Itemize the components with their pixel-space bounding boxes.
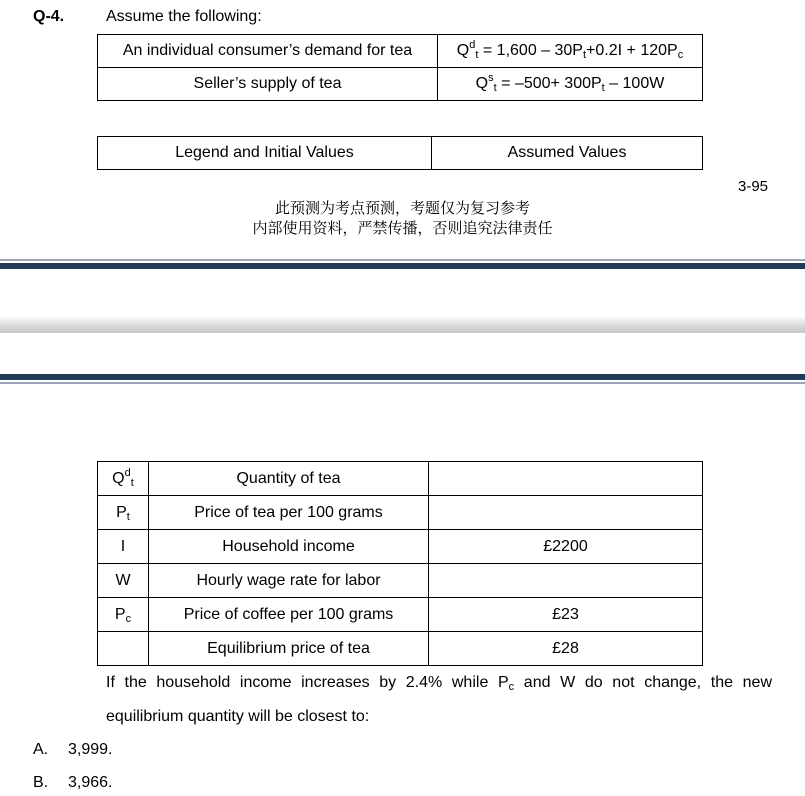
equations-table: [97, 34, 703, 101]
watermark: 此预测为考点预测，考题仅为复习参考 内部使用资料，严禁传播，否则追究法律责任: [252, 199, 553, 237]
divider: [0, 374, 805, 380]
legend-desc: Quantity of tea: [149, 462, 429, 496]
question-text-line2: equilibrium quantity will be closest to:: [106, 708, 370, 725]
legend-value: £28: [429, 632, 703, 666]
legend-header-right: Assumed Values: [432, 137, 703, 170]
question-number: Q-4.: [33, 8, 65, 25]
legend-symbol: [98, 632, 149, 666]
question-prompt: Assume the following:: [106, 8, 262, 25]
divider: [0, 259, 805, 261]
legend-symbol: $P_c$: [98, 598, 149, 632]
equation-desc: An individual consumer’s demand for tea: [98, 35, 438, 68]
divider: [0, 263, 805, 269]
equation-desc: Seller’s supply of tea: [98, 68, 438, 101]
legend-desc: Equilibrium price of tea: [149, 632, 429, 666]
page-gap: [0, 316, 805, 333]
option-b-text: 3,966.: [68, 774, 113, 791]
equation-row-demand: [98, 35, 703, 68]
equation-formula: $Q^s_t = -500+ 300P_t - 100W$: [438, 68, 703, 101]
legend-symbol: W: [98, 564, 149, 598]
question-text-line1: If the household income increases by 2.4% while $P_c$ and W do not change, the new: [106, 674, 773, 693]
legend-header-left: Legend and Initial Values: [98, 137, 432, 170]
table-row: [98, 598, 703, 632]
legend-value: [429, 496, 703, 530]
legend-value: [429, 564, 703, 598]
legend-value: £2200: [429, 530, 703, 564]
legend-desc: Household income: [149, 530, 429, 564]
table-row: [98, 632, 703, 666]
legend-desc: Hourly wage rate for labor: [149, 564, 429, 598]
option-a-letter: A.: [33, 741, 49, 758]
option-a-text: 3,999.: [68, 741, 113, 758]
option-b-letter: B.: [33, 774, 49, 791]
legend-symbol: $P_t$: [98, 496, 149, 530]
table-row: [98, 530, 703, 564]
equation-formula: $Q^d_t = 1,600 - 30P_t+0.2I + 120P_c$: [438, 35, 703, 68]
table-row: [98, 496, 703, 530]
legend-value: [429, 462, 703, 496]
legend-symbol: $Q^d_t$: [98, 462, 149, 496]
table-row: [98, 462, 703, 496]
legend-symbol: I: [98, 530, 149, 564]
legend-value: £23: [429, 598, 703, 632]
divider: [0, 382, 805, 384]
table-row: [98, 564, 703, 598]
legend-header-table: [97, 136, 703, 170]
page-number: 3-95: [738, 178, 769, 195]
legend-table: [97, 461, 703, 666]
legend-desc: Price of tea per 100 grams: [149, 496, 429, 530]
legend-desc: Price of coffee per 100 grams: [149, 598, 429, 632]
equation-row-supply: [98, 68, 703, 101]
